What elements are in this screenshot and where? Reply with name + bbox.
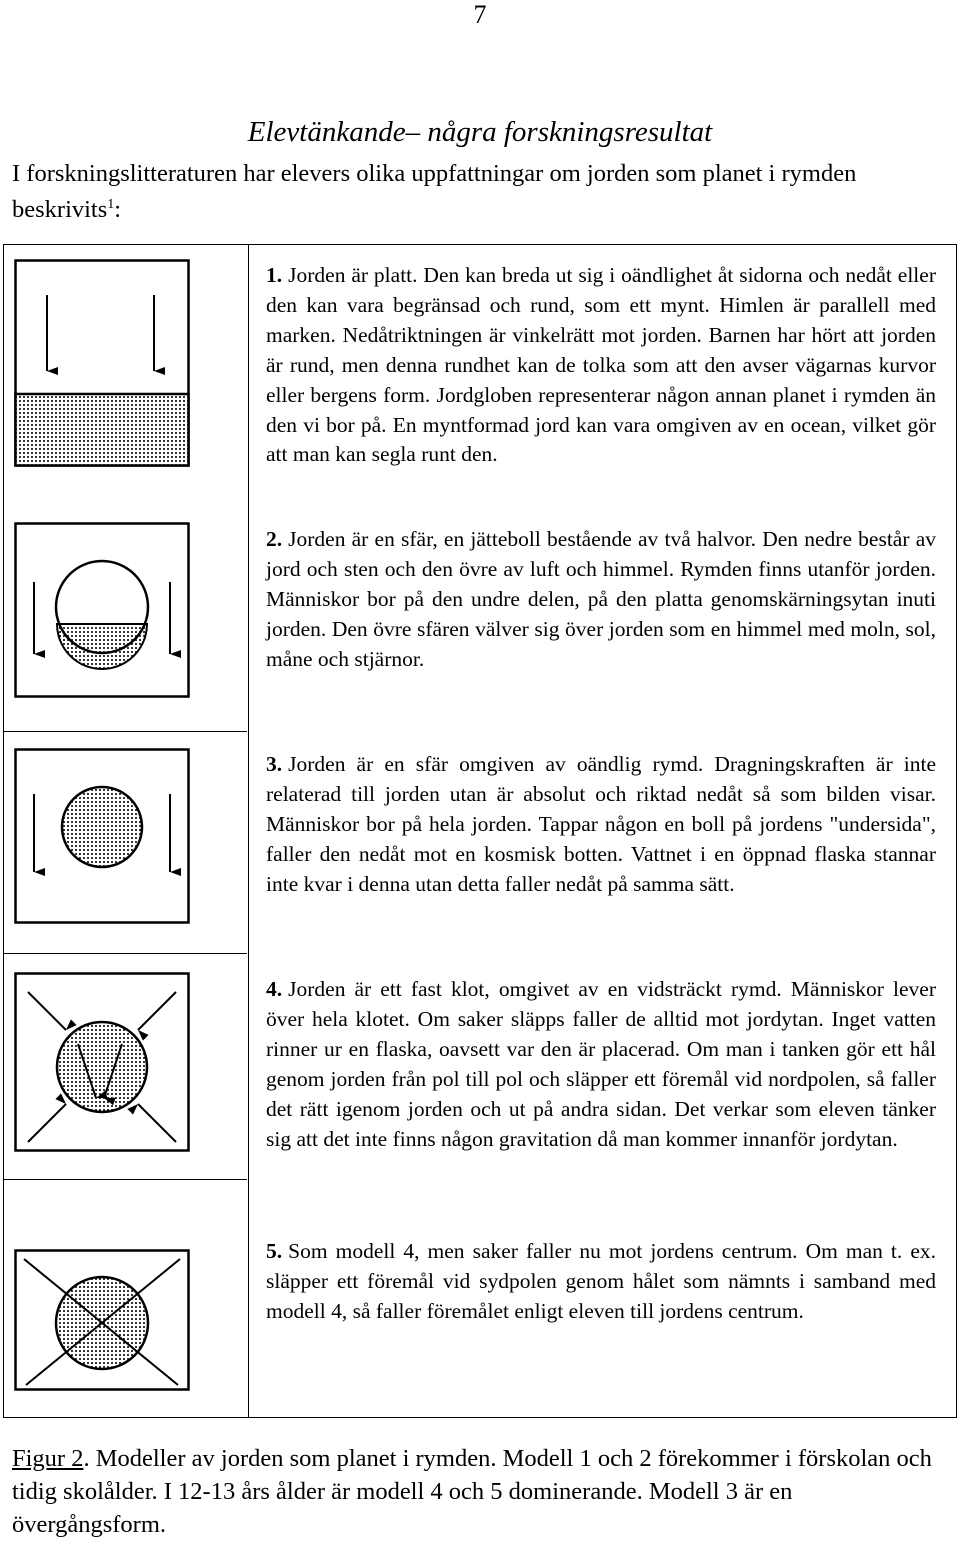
- model-number: 5.: [266, 1239, 283, 1263]
- model-5-center-gravity-illustration: [14, 1249, 190, 1391]
- model-3-absolute-down-illustration: [14, 748, 190, 924]
- model-2-description: [266, 525, 936, 675]
- model-number: 2.: [266, 527, 283, 551]
- model-4-surface-gravity-illustration: [14, 972, 190, 1152]
- section-heading: Elevtänkande– några forskningsresultat: [247, 116, 713, 148]
- intro-colon: :: [114, 196, 122, 224]
- intro-paragraph: [12, 158, 942, 225]
- caption-text: . Modeller av jorden som planet i rymden. Modell 1 och 2 förekommer i förskolan och tidig skolålder. I 12-13 års ålder är modell 4 och 5 dominerande. Modell 3 är en övergångsform.: [12, 1445, 932, 1538]
- model-5-description: [266, 1237, 936, 1327]
- model-text: Jorden är en sfär, en jätteboll bestående av två halvor. Den nedre består av jord och sten och den övre av luft och himmel. Rymden finns utanför jorden. Människor bor på den undre delen, på den platta genomskärningsytan inuti jorden. Den övre sfären välver sig över jorden som en himmel med moln, sol, måne och stjärnor.: [266, 527, 936, 671]
- model-1-flat-earth-illustration: [14, 259, 190, 467]
- model-text: Jorden är platt. Den kan breda ut sig i oändlighet åt sidorna och nedåt eller den kan vara begränsad och rund, som ett mynt. Himlen är parallell med marken. Nedåtriktningen är vinkelrätt mot jorden. Barnen har hört att jorden är rund, men denna rundhet kan de tolka som att den avser vägarnas kurvor eller bergens form. Jordgloben representerar någon annan planet i rymden än den vi bor på. En myntformad jord kan vara omgiven av en ocean, vilket gör att man kan segla runt den.: [266, 263, 936, 467]
- column-divider: [248, 245, 249, 1417]
- model-text: Jorden är ett fast klot, omgivet av en vidsträckt rymd. Människor lever över hela klotet. Om saker släpps faller de alltid mot jordytan. Inget vatten rinner ur en flaska, oavsett var den är placerad. Om man i tanken gör ett hål genom jorden från pol till pol och släpper ett föremål vid nordpolen, så faller det rätt igenom jorden och ut på andra sidan. Det verkar som eleven tänker sig att det inte finns någon gravitation då man kommer innanför jordytan.: [266, 977, 936, 1151]
- row-divider: [4, 953, 247, 954]
- figure-caption: [12, 1442, 952, 1541]
- model-number: 4.: [266, 977, 283, 1001]
- model-number: 3.: [266, 752, 283, 776]
- model-number: 1.: [266, 263, 283, 287]
- model-3-description: [266, 750, 936, 900]
- model-4-description: [266, 975, 936, 1154]
- model-2-split-sphere-illustration: [14, 522, 190, 698]
- model-text: Jorden är en sfär omgiven av oändlig rymd. Dragningskraften är inte relaterad till jorden utan är absolut och riktad nedåt så som bilden visar. Människor bor på hela jorden. Tappar någon en boll på jordens "undersida", faller den nedåt mot en kosmisk botten. Vattnet i en öppnad flaska stannar inte kvar i denna utan detta faller nedåt på samma sätt.: [266, 752, 936, 896]
- model-1-description: [266, 261, 936, 470]
- footnote-marker: 1: [107, 197, 115, 212]
- models-figure-table: [3, 244, 957, 1418]
- page-number: 7: [473, 0, 487, 29]
- intro-text: I forskningslitteraturen har elevers olika uppfattningar om jorden som planet i rymden beskrivits: [12, 160, 857, 224]
- figure-label: Figur 2: [12, 1445, 84, 1472]
- row-divider: [4, 731, 247, 732]
- model-text: Som modell 4, men saker faller nu mot jordens centrum. Om man t. ex. släpper ett föremål vid sydpolen genom hålet som nämnts i samband med modell 4, så faller föremålet enligt eleven till jordens centrum.: [266, 1239, 936, 1323]
- row-divider: [4, 1179, 247, 1180]
